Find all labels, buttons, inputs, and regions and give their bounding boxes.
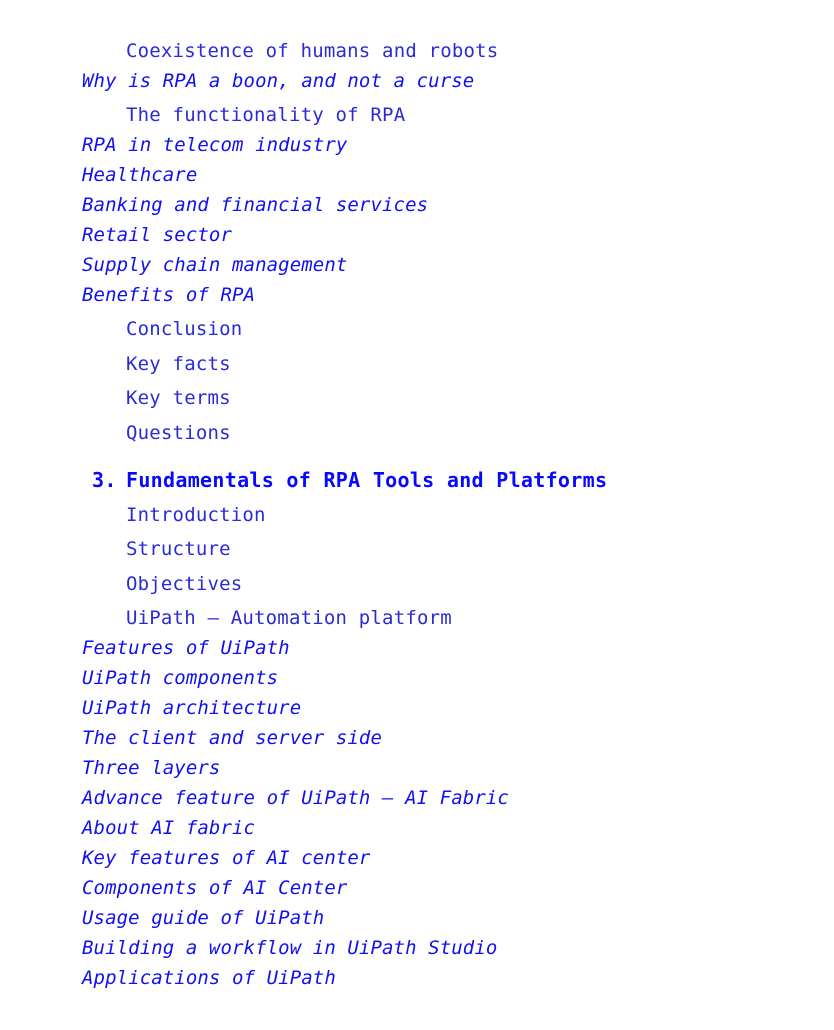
- toc-link-retail[interactable]: Retail sector: [82, 224, 233, 246]
- toc-link-key-terms[interactable]: Key terms: [126, 387, 231, 409]
- toc-link-conclusion[interactable]: Conclusion: [126, 318, 243, 340]
- chapter-number: 3.: [92, 468, 117, 492]
- toc-link-ai-center-features[interactable]: Key features of AI center: [82, 847, 371, 869]
- toc-link-structure[interactable]: Structure: [126, 538, 231, 560]
- toc-link-telecom[interactable]: RPA in telecom industry: [82, 134, 348, 156]
- toc-link-client-server[interactable]: The client and server side: [82, 727, 383, 749]
- toc-link-ai-center-components[interactable]: Components of AI Center: [82, 877, 348, 899]
- toc-link-objectives[interactable]: Objectives: [126, 573, 243, 595]
- toc-link-questions[interactable]: Questions: [126, 422, 231, 444]
- toc-link-about-ai-fabric[interactable]: About AI fabric: [82, 817, 256, 839]
- toc-link-uipath-architecture[interactable]: UiPath architecture: [82, 697, 302, 719]
- toc-link-introduction[interactable]: Introduction: [126, 504, 266, 526]
- toc-chapter-3[interactable]: [92, 468, 607, 492]
- toc-link-features-uipath[interactable]: Features of UiPath: [82, 637, 290, 659]
- toc-link-banking[interactable]: Banking and financial services: [82, 194, 429, 216]
- toc-link-uipath-components[interactable]: UiPath components: [82, 667, 279, 689]
- toc-link-building-workflow[interactable]: Building a workflow in UiPath Studio: [82, 937, 498, 959]
- toc-link-functionality[interactable]: The functionality of RPA: [126, 104, 406, 126]
- toc-link-applications[interactable]: Applications of UiPath: [82, 967, 336, 989]
- toc-link-coexistence[interactable]: Coexistence of humans and robots: [126, 40, 499, 62]
- toc-link-usage-guide[interactable]: Usage guide of UiPath: [82, 907, 325, 929]
- toc-link-rpa-boon[interactable]: Why is RPA a boon, and not a curse: [82, 70, 475, 92]
- toc-link-healthcare[interactable]: Healthcare: [82, 164, 198, 186]
- toc-link-ai-fabric-feature[interactable]: Advance feature of UiPath – AI Fabric: [82, 787, 509, 809]
- toc-link-key-facts[interactable]: Key facts: [126, 353, 231, 375]
- chapter-title: Fundamentals of RPA Tools and Platforms: [126, 468, 608, 492]
- toc-link-benefits[interactable]: Benefits of RPA: [82, 284, 256, 306]
- toc-link-uipath-platform[interactable]: UiPath – Automation platform: [126, 607, 452, 629]
- toc-link-three-layers[interactable]: Three layers: [82, 757, 221, 779]
- toc-link-supply-chain[interactable]: Supply chain management: [82, 254, 348, 276]
